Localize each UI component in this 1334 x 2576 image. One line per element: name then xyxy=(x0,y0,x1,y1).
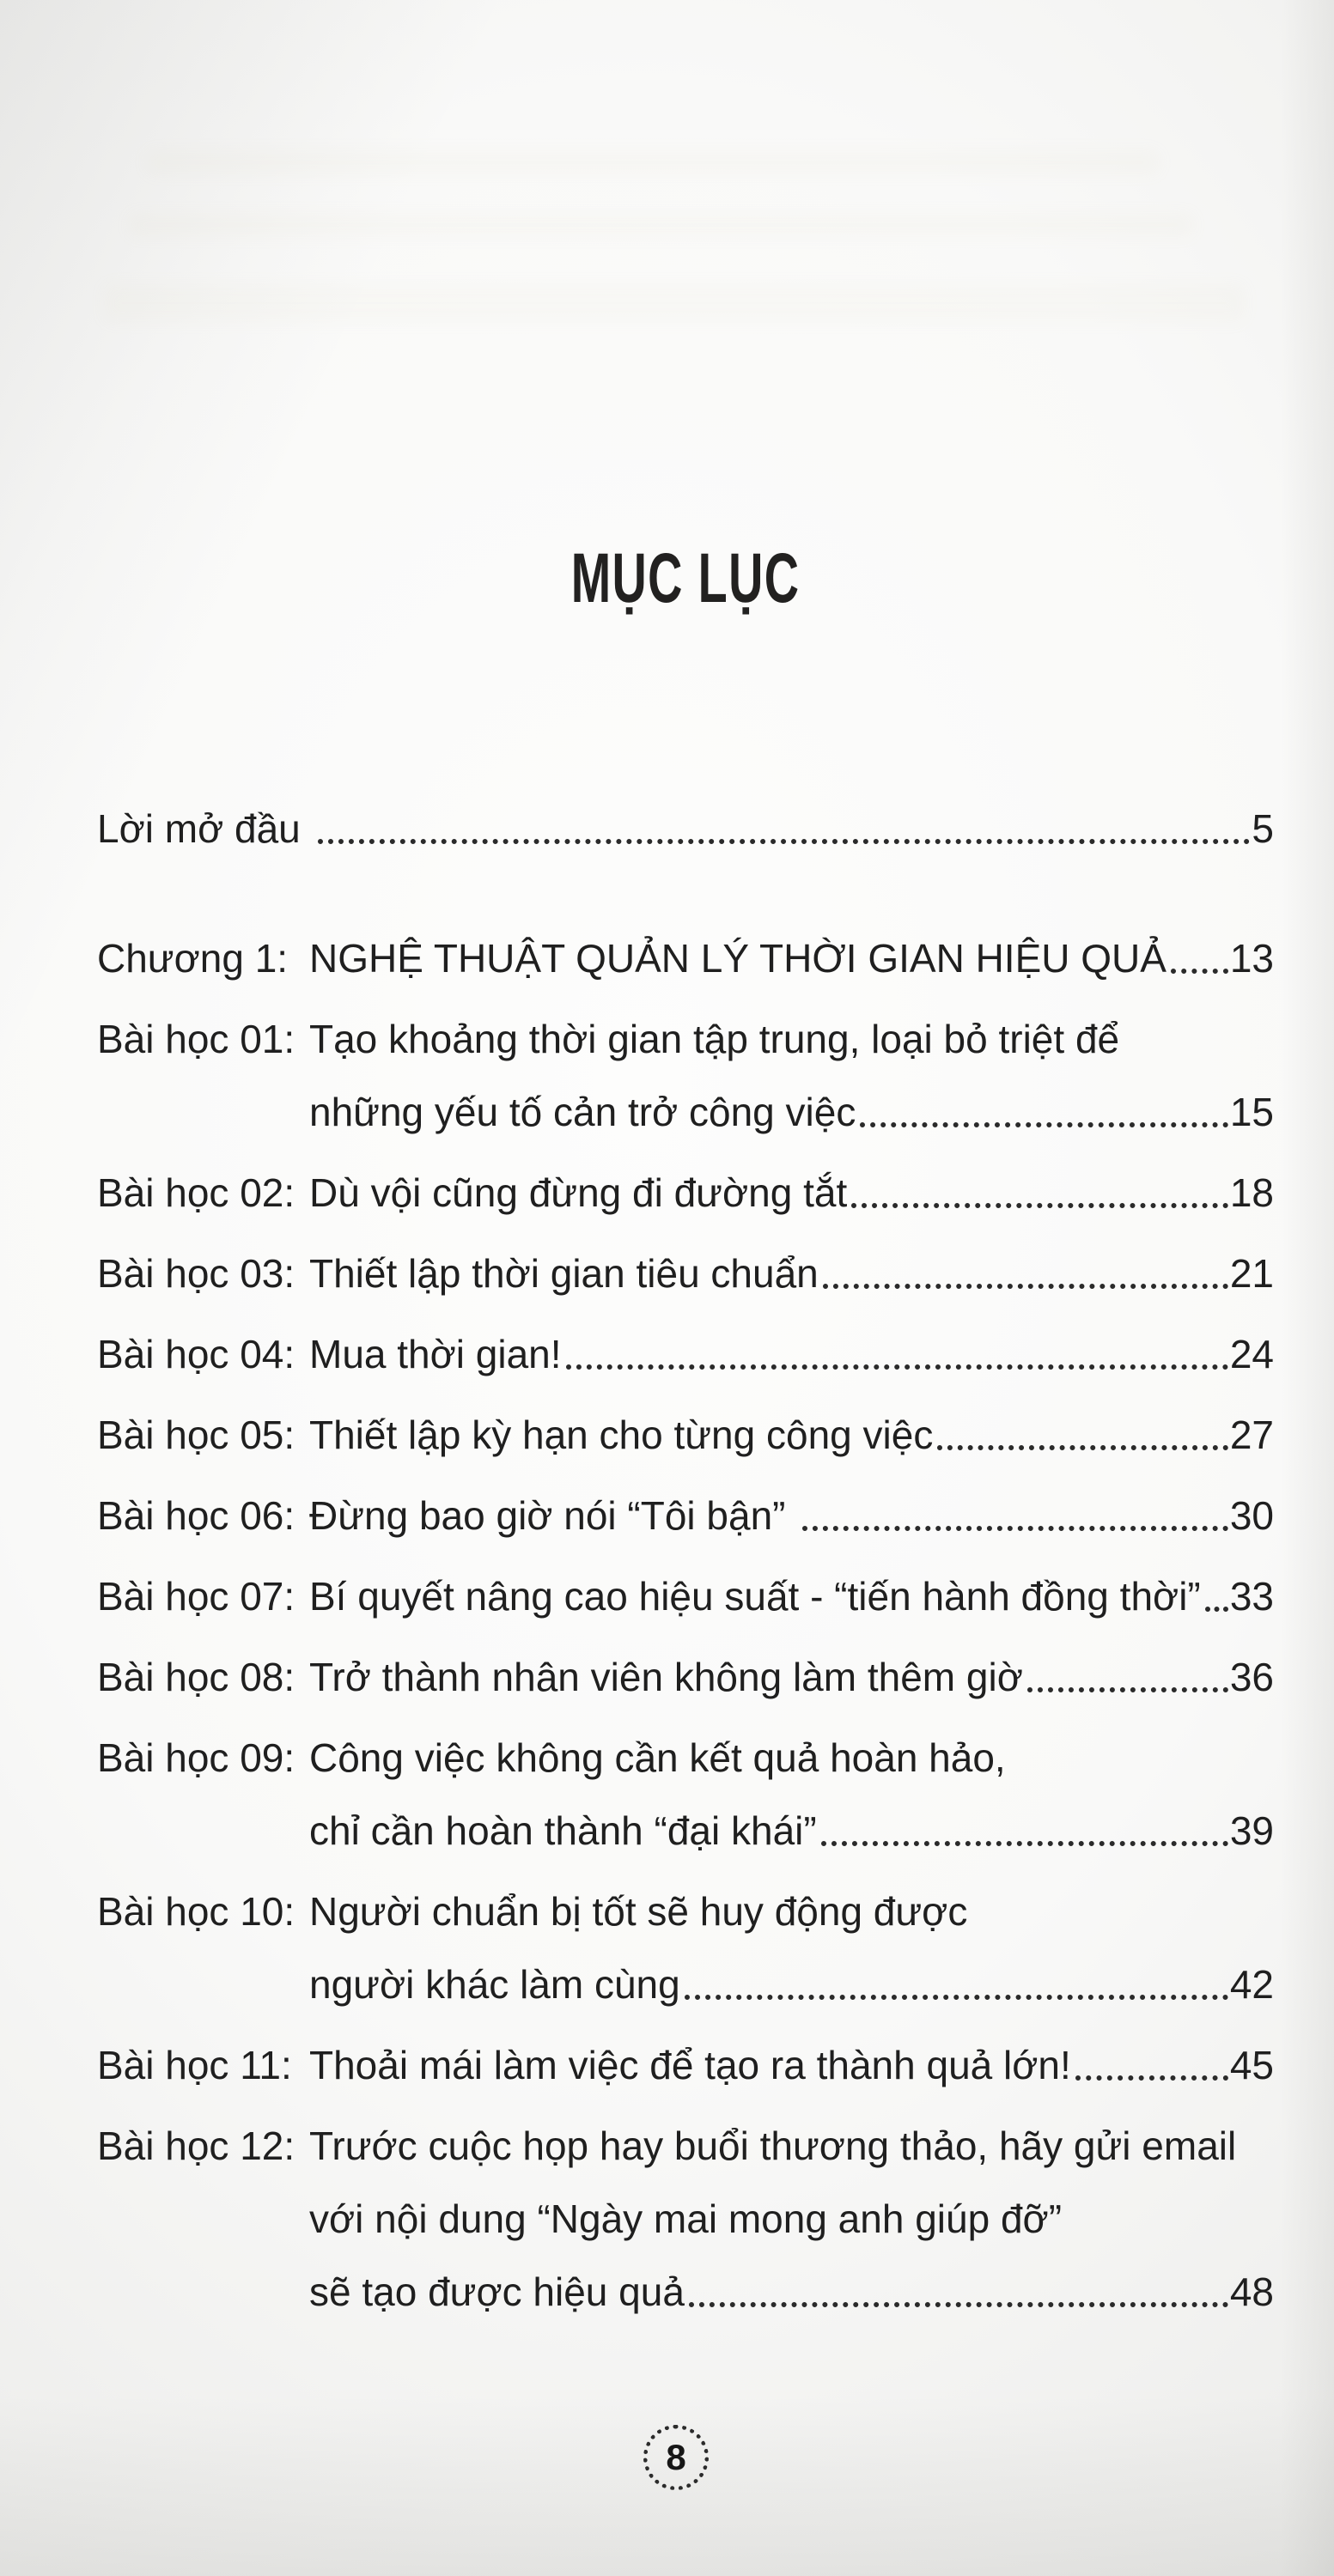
toc-entry xyxy=(97,922,1274,995)
toc-entry xyxy=(97,1560,1274,1633)
entry-label: Bài học 08: xyxy=(97,1655,295,1699)
toc-entry-line xyxy=(97,2256,1274,2329)
toc-entry-line xyxy=(97,1722,1274,1795)
entry-page-number: 33 xyxy=(1229,1574,1274,1619)
entry-page-number: 24 xyxy=(1229,1332,1274,1376)
toc-entry xyxy=(97,1157,1274,1230)
page-title: MỤC LỤC xyxy=(570,539,801,617)
dot-leader xyxy=(821,1841,1228,1846)
entry-label: Bài học 11: xyxy=(97,2043,292,2087)
entry-text: chỉ cần hoàn thành “đại khái” xyxy=(309,1808,817,1853)
toc-entry-line xyxy=(97,1560,1274,1633)
toc-entry xyxy=(97,2029,1274,2102)
toc-entry-line xyxy=(97,2029,1274,2102)
entry-page-number: 15 xyxy=(1229,1090,1274,1134)
footer-page-number: 8 xyxy=(666,2437,686,2477)
toc-entry xyxy=(97,1237,1274,1310)
dot-leader xyxy=(937,1445,1228,1450)
toc-list xyxy=(97,793,1274,2336)
toc-entry-line xyxy=(97,1875,1274,1948)
toc-entry xyxy=(97,1641,1274,1714)
entry-text: Lời mở đầu xyxy=(97,806,301,851)
entry-text: với nội dung “Ngày mai mong anh giúp đỡ” xyxy=(309,2196,1063,2241)
page-title-wrap xyxy=(97,539,1274,617)
entry-text: những yếu tố cản trở công việc xyxy=(309,1090,856,1134)
entry-text: Trước cuộc họp hay buổi thương thảo, hãy gửi email xyxy=(309,2123,1237,2168)
showthrough-text-ghost xyxy=(146,150,1160,174)
dot-leader xyxy=(851,1203,1228,1208)
entry-text: Thiết lập thời gian tiêu chuẩn xyxy=(309,1251,819,1296)
entry-label: Bài học 06: xyxy=(97,1493,295,1538)
toc-entry-line xyxy=(97,1399,1274,1472)
toc-entry-line xyxy=(97,1237,1274,1310)
toc-entry-line xyxy=(97,1318,1274,1391)
toc-entry-line xyxy=(97,1076,1274,1149)
dot-leader xyxy=(860,1122,1228,1127)
entry-text: Đừng bao giờ nói “Tôi bận” xyxy=(309,1493,786,1538)
entry-text: Người chuẩn bị tốt sẽ huy động được xyxy=(309,1889,968,1934)
entry-label: Bài học 04: xyxy=(97,1332,295,1376)
dot-leader xyxy=(689,2302,1228,2307)
entry-page-number: 21 xyxy=(1229,1251,1274,1296)
toc-entry-line xyxy=(97,793,1274,866)
entry-text: người khác làm cùng xyxy=(309,1962,680,2007)
toc-entry-line xyxy=(97,2110,1274,2183)
entry-label: Bài học 12: xyxy=(97,2123,295,2168)
dot-leader xyxy=(823,1284,1228,1289)
toc-entry-line xyxy=(97,2183,1274,2256)
dot-leader xyxy=(566,1364,1228,1370)
entry-text: Bí quyết nâng cao hiệu suất - “tiến hành đồng thời” xyxy=(309,1574,1201,1619)
entry-page-number: 45 xyxy=(1229,2043,1274,2087)
entry-text: sẽ tạo được hiệu quả xyxy=(309,2269,685,2314)
dot-leader xyxy=(1027,1687,1228,1692)
entry-page-number: 18 xyxy=(1229,1170,1274,1215)
entry-text: Công việc không cần kết quả hoàn hảo, xyxy=(309,1735,1006,1780)
toc-entry-line xyxy=(97,1003,1274,1076)
toc-entry xyxy=(97,793,1274,866)
entry-label: Bài học 09: xyxy=(97,1735,295,1780)
toc-entry xyxy=(97,1318,1274,1391)
toc-entry xyxy=(97,1722,1274,1868)
entry-page-number: 5 xyxy=(1252,806,1274,851)
toc-entry-line xyxy=(97,1157,1274,1230)
entry-page-number: 27 xyxy=(1229,1413,1274,1457)
entry-label: Bài học 05: xyxy=(97,1413,295,1457)
entry-page-number: 13 xyxy=(1229,936,1274,981)
dot-leader xyxy=(1205,1607,1228,1612)
entry-label: Chương 1: xyxy=(97,936,289,981)
entry-label: Bài học 03: xyxy=(97,1251,295,1296)
toc-entry-line xyxy=(97,1641,1274,1714)
footer-page-badge xyxy=(643,2425,709,2490)
entry-page-number: 39 xyxy=(1229,1808,1274,1853)
entry-label: Bài học 07: xyxy=(97,1574,295,1619)
entry-text: Thiết lập kỳ hạn cho từng công việc xyxy=(309,1413,934,1457)
entry-text: Tạo khoảng thời gian tập trung, loại bỏ triệt để xyxy=(309,1017,1120,1061)
entry-text: Trở thành nhân viên không làm thêm giờ xyxy=(309,1655,1023,1699)
toc-entry-line xyxy=(97,1948,1274,2021)
dot-leader xyxy=(685,1995,1228,2000)
entry-page-number: 36 xyxy=(1229,1655,1274,1699)
toc-entry-line xyxy=(97,1479,1274,1552)
toc-entry xyxy=(97,1399,1274,1472)
entry-label: Bài học 10: xyxy=(97,1889,295,1934)
showthrough-text-ghost xyxy=(103,283,1246,323)
entry-page-number: 48 xyxy=(1229,2269,1274,2314)
entry-label: Bài học 02: xyxy=(97,1170,295,1215)
dot-leader xyxy=(802,1526,1227,1531)
toc-entry xyxy=(97,1479,1274,1552)
dot-leader xyxy=(1075,2075,1228,2081)
toc-entry-line xyxy=(97,1795,1274,1868)
toc-entry xyxy=(97,1875,1274,2021)
dot-leader xyxy=(1171,969,1228,974)
showthrough-text-ghost xyxy=(129,213,1194,237)
toc-entry xyxy=(97,1003,1274,1149)
toc-entry-line xyxy=(97,922,1274,995)
entry-text: NGHỆ THUẬT QUẢN LÝ THỜI GIAN HIỆU QUẢ xyxy=(309,936,1166,981)
toc-entry xyxy=(97,2110,1274,2329)
entry-text: Mua thời gian! xyxy=(309,1332,562,1376)
entry-page-number: 42 xyxy=(1229,1962,1274,2007)
entry-label: Bài học 01: xyxy=(97,1017,295,1061)
entry-page-number: 30 xyxy=(1229,1493,1274,1538)
entry-text: Dù vội cũng đừng đi đường tắt xyxy=(309,1170,848,1215)
entry-text: Thoải mái làm việc để tạo ra thành quả lớn! xyxy=(309,2043,1071,2087)
dot-leader xyxy=(318,839,1251,844)
